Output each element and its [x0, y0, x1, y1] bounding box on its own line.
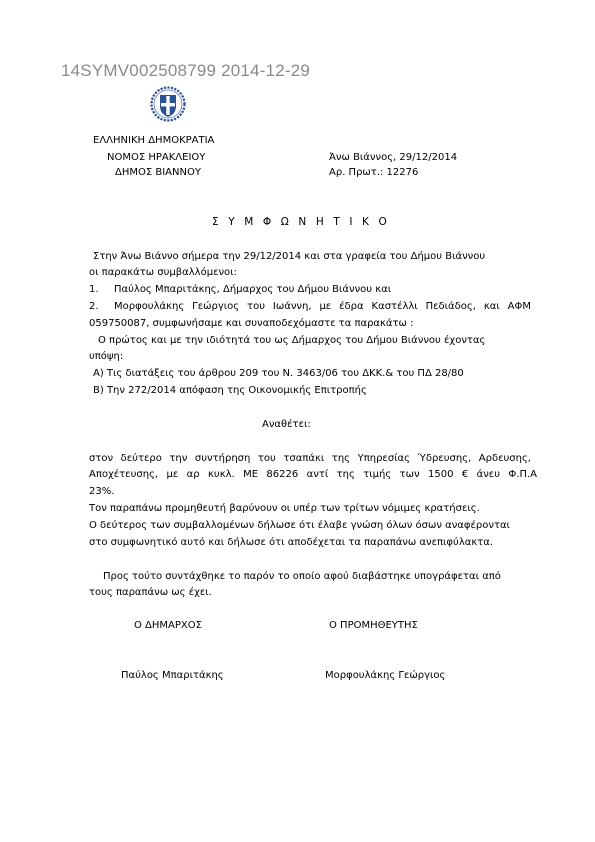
document-title: ΣΥΜΦΩΝΗΤΙΚΟ	[212, 216, 397, 228]
intro-line-1: Στην Άνω Βιάννο σήμερα την 29/12/2014 και στα γραφεία του Δήμου Βιάννου	[93, 251, 486, 262]
header-prefecture: ΝΟΜΟΣ ΗΡΑΚΛΕΙΟΥ	[107, 152, 206, 163]
provision-a: Α) Τις διατάξεις του άρθρου 209 του Ν. 3463/06 του ΔΚΚ.& του ΠΔ 28/80	[93, 368, 464, 379]
header-country: ΕΛΛΗΝΙΚΗ ΔΗΜΟΚΡΑΤΙΑ	[93, 135, 215, 146]
closing-line-2: τους παραπάνω ως έχει.	[89, 587, 212, 598]
assigns-heading: Αναθέτει:	[262, 419, 311, 430]
first-party-line-1: Ο πρώτος και με την ιδιότητά του ως Δήμαρχος του Δήμου Βιάννου έχοντας	[98, 335, 486, 346]
protocol-number: Αρ. Πρωτ.: 12276	[329, 167, 419, 178]
party-2-text-line-1: Μορφουλάκης Γεώργιος του Ιωάννη, με έδρα Καστέλλι Πεδιάδος, και ΑΦΜ	[114, 301, 531, 312]
mayor-role: Ο ΔΗΜΑΡΧΟΣ	[134, 620, 202, 631]
place-date: Άνω Βιάννος, 29/12/2014	[329, 152, 458, 163]
mayor-name: Παύλος Μπαριτάκης	[121, 670, 224, 681]
assignment-line-1: στον δεύτερο την συντήρηση του τσαπάκι της Υπηρεσίας Ύδρευσης, Αρδευσης,	[89, 453, 531, 464]
party-1-text: Παύλος Μπαριτάκης, Δήμαρχος του Δήμου Βιάννου και	[114, 284, 392, 295]
supplier-name: Μορφουλάκης Γεώργιος	[325, 670, 446, 681]
acknowledgement-line-2: στο συμφωνητικό αυτό και δήλωσε ότι αποδέχεται τα παραπάνω ανεπιφύλακτα.	[89, 537, 494, 548]
acknowledgement-line-1: Ο δεύτερος των συμβαλλομένων δήλωσε ότι έλαβε γνώση όλων όσων αναφέρονται	[89, 520, 510, 531]
first-party-line-2: υπόψη:	[89, 351, 124, 362]
greek-coat-of-arms-icon	[150, 86, 186, 122]
party-2-number: 2.	[89, 301, 99, 312]
supplier-role: Ο ΠΡΟΜΗΘΕΥΤΗΣ	[329, 620, 418, 631]
header-municipality: ΔΗΜΟΣ ΒΙΑΝΝΟΥ	[115, 167, 201, 178]
provision-b: Β) Την 272/2014 απόφαση της Οικονομικής Επιτροπής	[93, 385, 367, 396]
party-2-text-line-2: 059750087, συμφωνήσαμε και συναποδεχόμαστε τα παρακάτω :	[89, 318, 414, 329]
closing-line-1: Προς τούτο συντάχθηκε το παρόν το οποίο αφού διαβάστηκε υπογράφεται από	[103, 571, 501, 582]
document-id-stamp: 14SYMV002508799 2014-12-29	[61, 61, 311, 80]
party-1-number: 1.	[89, 284, 99, 295]
intro-line-2: οι παρακάτω συμβαλλόμενοι:	[89, 267, 237, 278]
withholding-note: Τον παραπάνω προμηθευτή βαρύνουν οι υπέρ των τρίτων νόμιμες κρατήσεις.	[89, 503, 480, 514]
assignment-line-2: Αποχέτευσης, με αρ κυκλ. ΜΕ 86226 αντί της τιμής των 1500 € άνευ Φ.Π.Α	[89, 469, 537, 480]
assignment-line-3: 23%.	[89, 486, 115, 497]
